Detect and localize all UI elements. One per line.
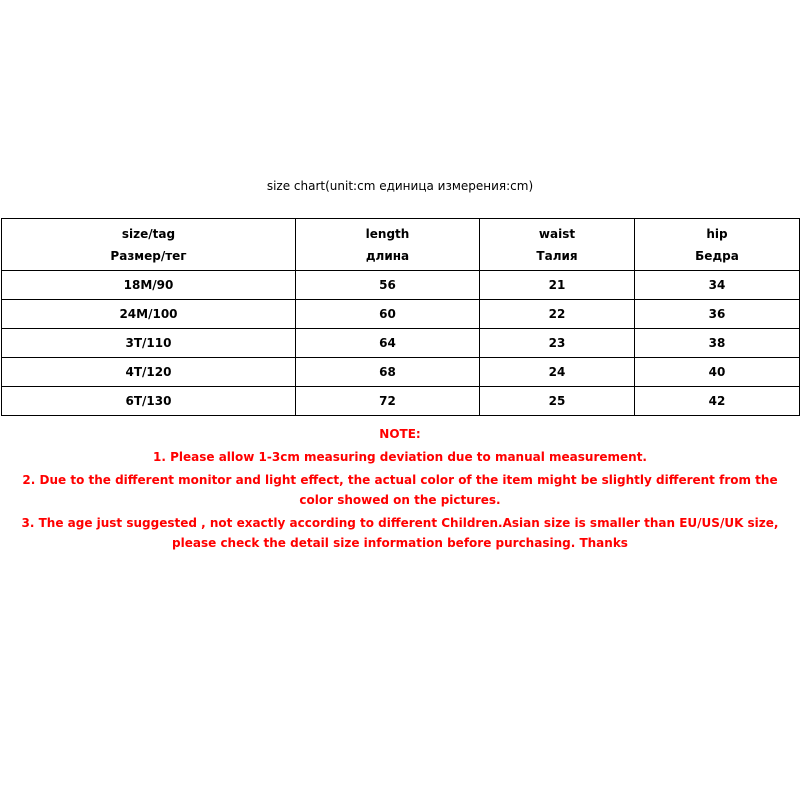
- header-cell-length: [296, 219, 480, 271]
- notes-section: [4, 424, 796, 556]
- cell-size: 6T/130: [2, 387, 296, 416]
- header-label-ru: длина: [365, 248, 410, 263]
- note-heading: NOTE:: [379, 427, 421, 441]
- table-row: [2, 271, 800, 300]
- cell-waist: 24: [480, 358, 635, 387]
- cell-length: 64: [296, 329, 480, 358]
- header-label-ru: Размер/тег: [110, 248, 187, 263]
- cell-hip: 40: [635, 358, 800, 387]
- header-label-en: size/tag: [121, 226, 176, 241]
- cell-hip: 34: [635, 271, 800, 300]
- header-label-en: waist: [538, 226, 576, 241]
- table-header-row: [2, 219, 800, 271]
- size-chart-title: size chart(unit:cm единица измерения:cm): [266, 179, 534, 193]
- cell-hip: 38: [635, 329, 800, 358]
- cell-length: 72: [296, 387, 480, 416]
- cell-length: 68: [296, 358, 480, 387]
- cell-size: 24M/100: [2, 300, 296, 329]
- size-chart-table: [1, 218, 800, 416]
- header-label-ru: Бедра: [695, 248, 739, 263]
- cell-size: 4T/120: [2, 358, 296, 387]
- cell-length: 60: [296, 300, 480, 329]
- header-label-ru: Талия: [536, 248, 578, 263]
- header-label-en: hip: [706, 226, 728, 241]
- header-cell-size: [2, 219, 296, 271]
- header-cell-waist: [480, 219, 635, 271]
- header-cell-hip: [635, 219, 800, 271]
- note-1: 1. Please allow 1-3cm measuring deviation due to manual measurement.: [153, 450, 647, 464]
- cell-hip: 36: [635, 300, 800, 329]
- cell-waist: 22: [480, 300, 635, 329]
- table-row: [2, 329, 800, 358]
- table-row: [2, 300, 800, 329]
- cell-hip: 42: [635, 387, 800, 416]
- cell-waist: 23: [480, 329, 635, 358]
- table-row: [2, 387, 800, 416]
- cell-size: 3T/110: [2, 329, 296, 358]
- cell-waist: 21: [480, 271, 635, 300]
- header-label-en: length: [365, 226, 410, 241]
- note-2: 2. Due to the different monitor and light effect, the actual color of the item might be slightly different from the color showed on the pictures.: [22, 473, 778, 507]
- table-row: [2, 358, 800, 387]
- cell-length: 56: [296, 271, 480, 300]
- cell-waist: 25: [480, 387, 635, 416]
- cell-size: 18M/90: [2, 271, 296, 300]
- note-3: 3. The age just suggested , not exactly according to different Children.Asian size is smaller than EU/US/UK size, please check the detail size information before purchasing. Thanks: [21, 516, 779, 550]
